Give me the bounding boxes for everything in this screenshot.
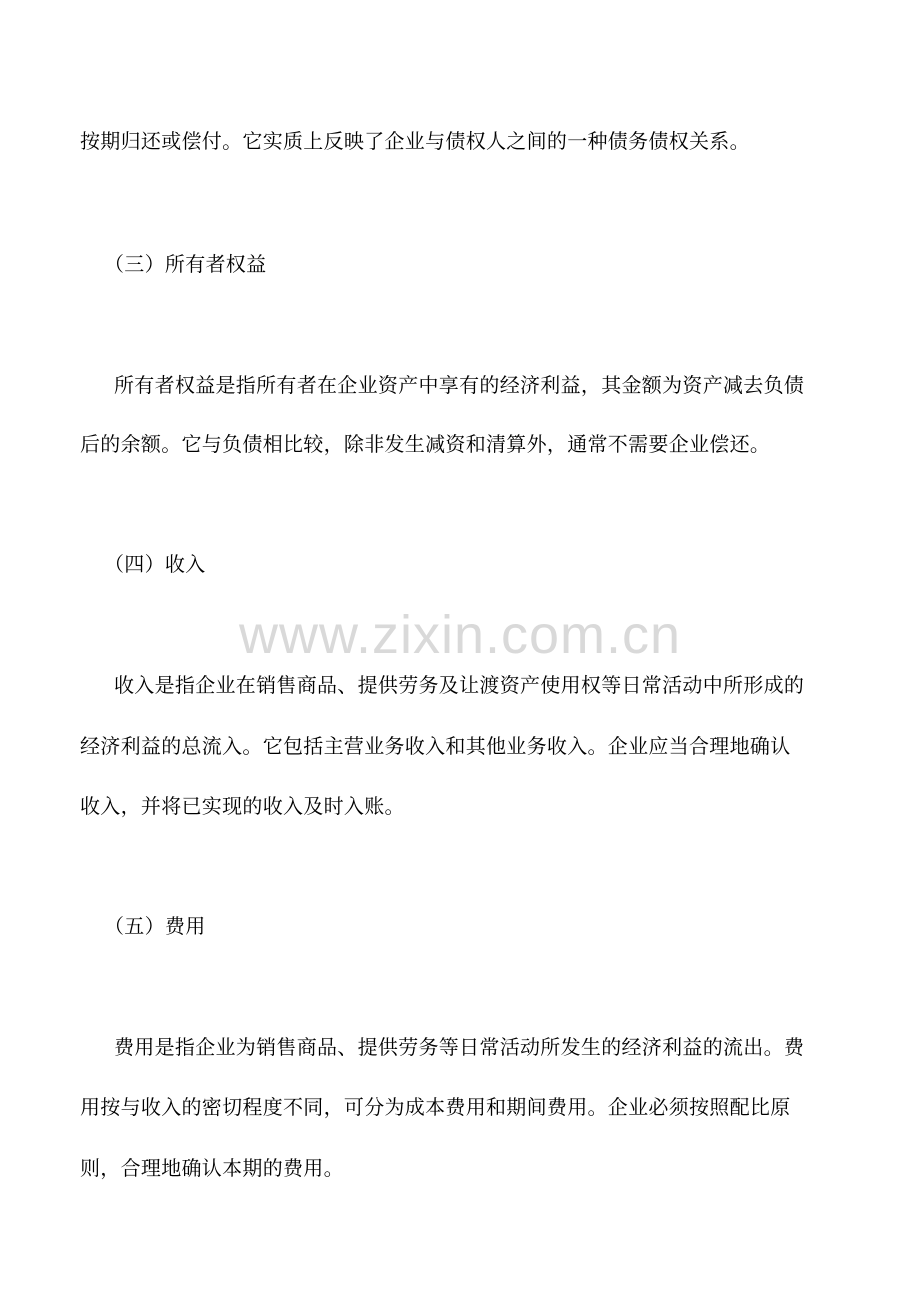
paragraph-line: 按期归还或偿付。它实质上反映了企业与债权人之间的一种债务债权关系。 xyxy=(80,129,750,153)
section-heading-expenses: （五）费用 xyxy=(104,914,206,938)
section-heading-revenue: （四）收入 xyxy=(104,552,206,576)
paragraph-line: 收入是指企业在销售商品、提供劳务及让渡资产使用权等日常活动中所形成的 xyxy=(114,673,805,697)
paragraph-line: 收入，并将已实现的收入及时入账。 xyxy=(80,794,405,818)
section-heading-owners-equity: （三）所有者权益 xyxy=(104,252,267,276)
paragraph-line: 经济利益的总流入。它包括主营业务收入和其他业务收入。企业应当合理地确认 xyxy=(80,734,791,758)
paragraph-line: 后的余额。它与负债相比较，除非发生减资和清算外，通常不需要企业偿还。 xyxy=(80,432,771,456)
paragraph-line: 用按与收入的密切程度不同，可分为成本费用和期间费用。企业必须按照配比原 xyxy=(80,1095,791,1119)
paragraph-line: 所有者权益是指所有者在企业资产中享有的经济利益，其金额为资产减去负债 xyxy=(114,373,805,397)
watermark: www.zixin.com.cn xyxy=(238,605,682,665)
paragraph-line: 则，合理地确认本期的费用。 xyxy=(80,1156,344,1180)
paragraph-line: 费用是指企业为销售商品、提供劳务等日常活动所发生的经济利益的流出。费 xyxy=(114,1035,805,1059)
